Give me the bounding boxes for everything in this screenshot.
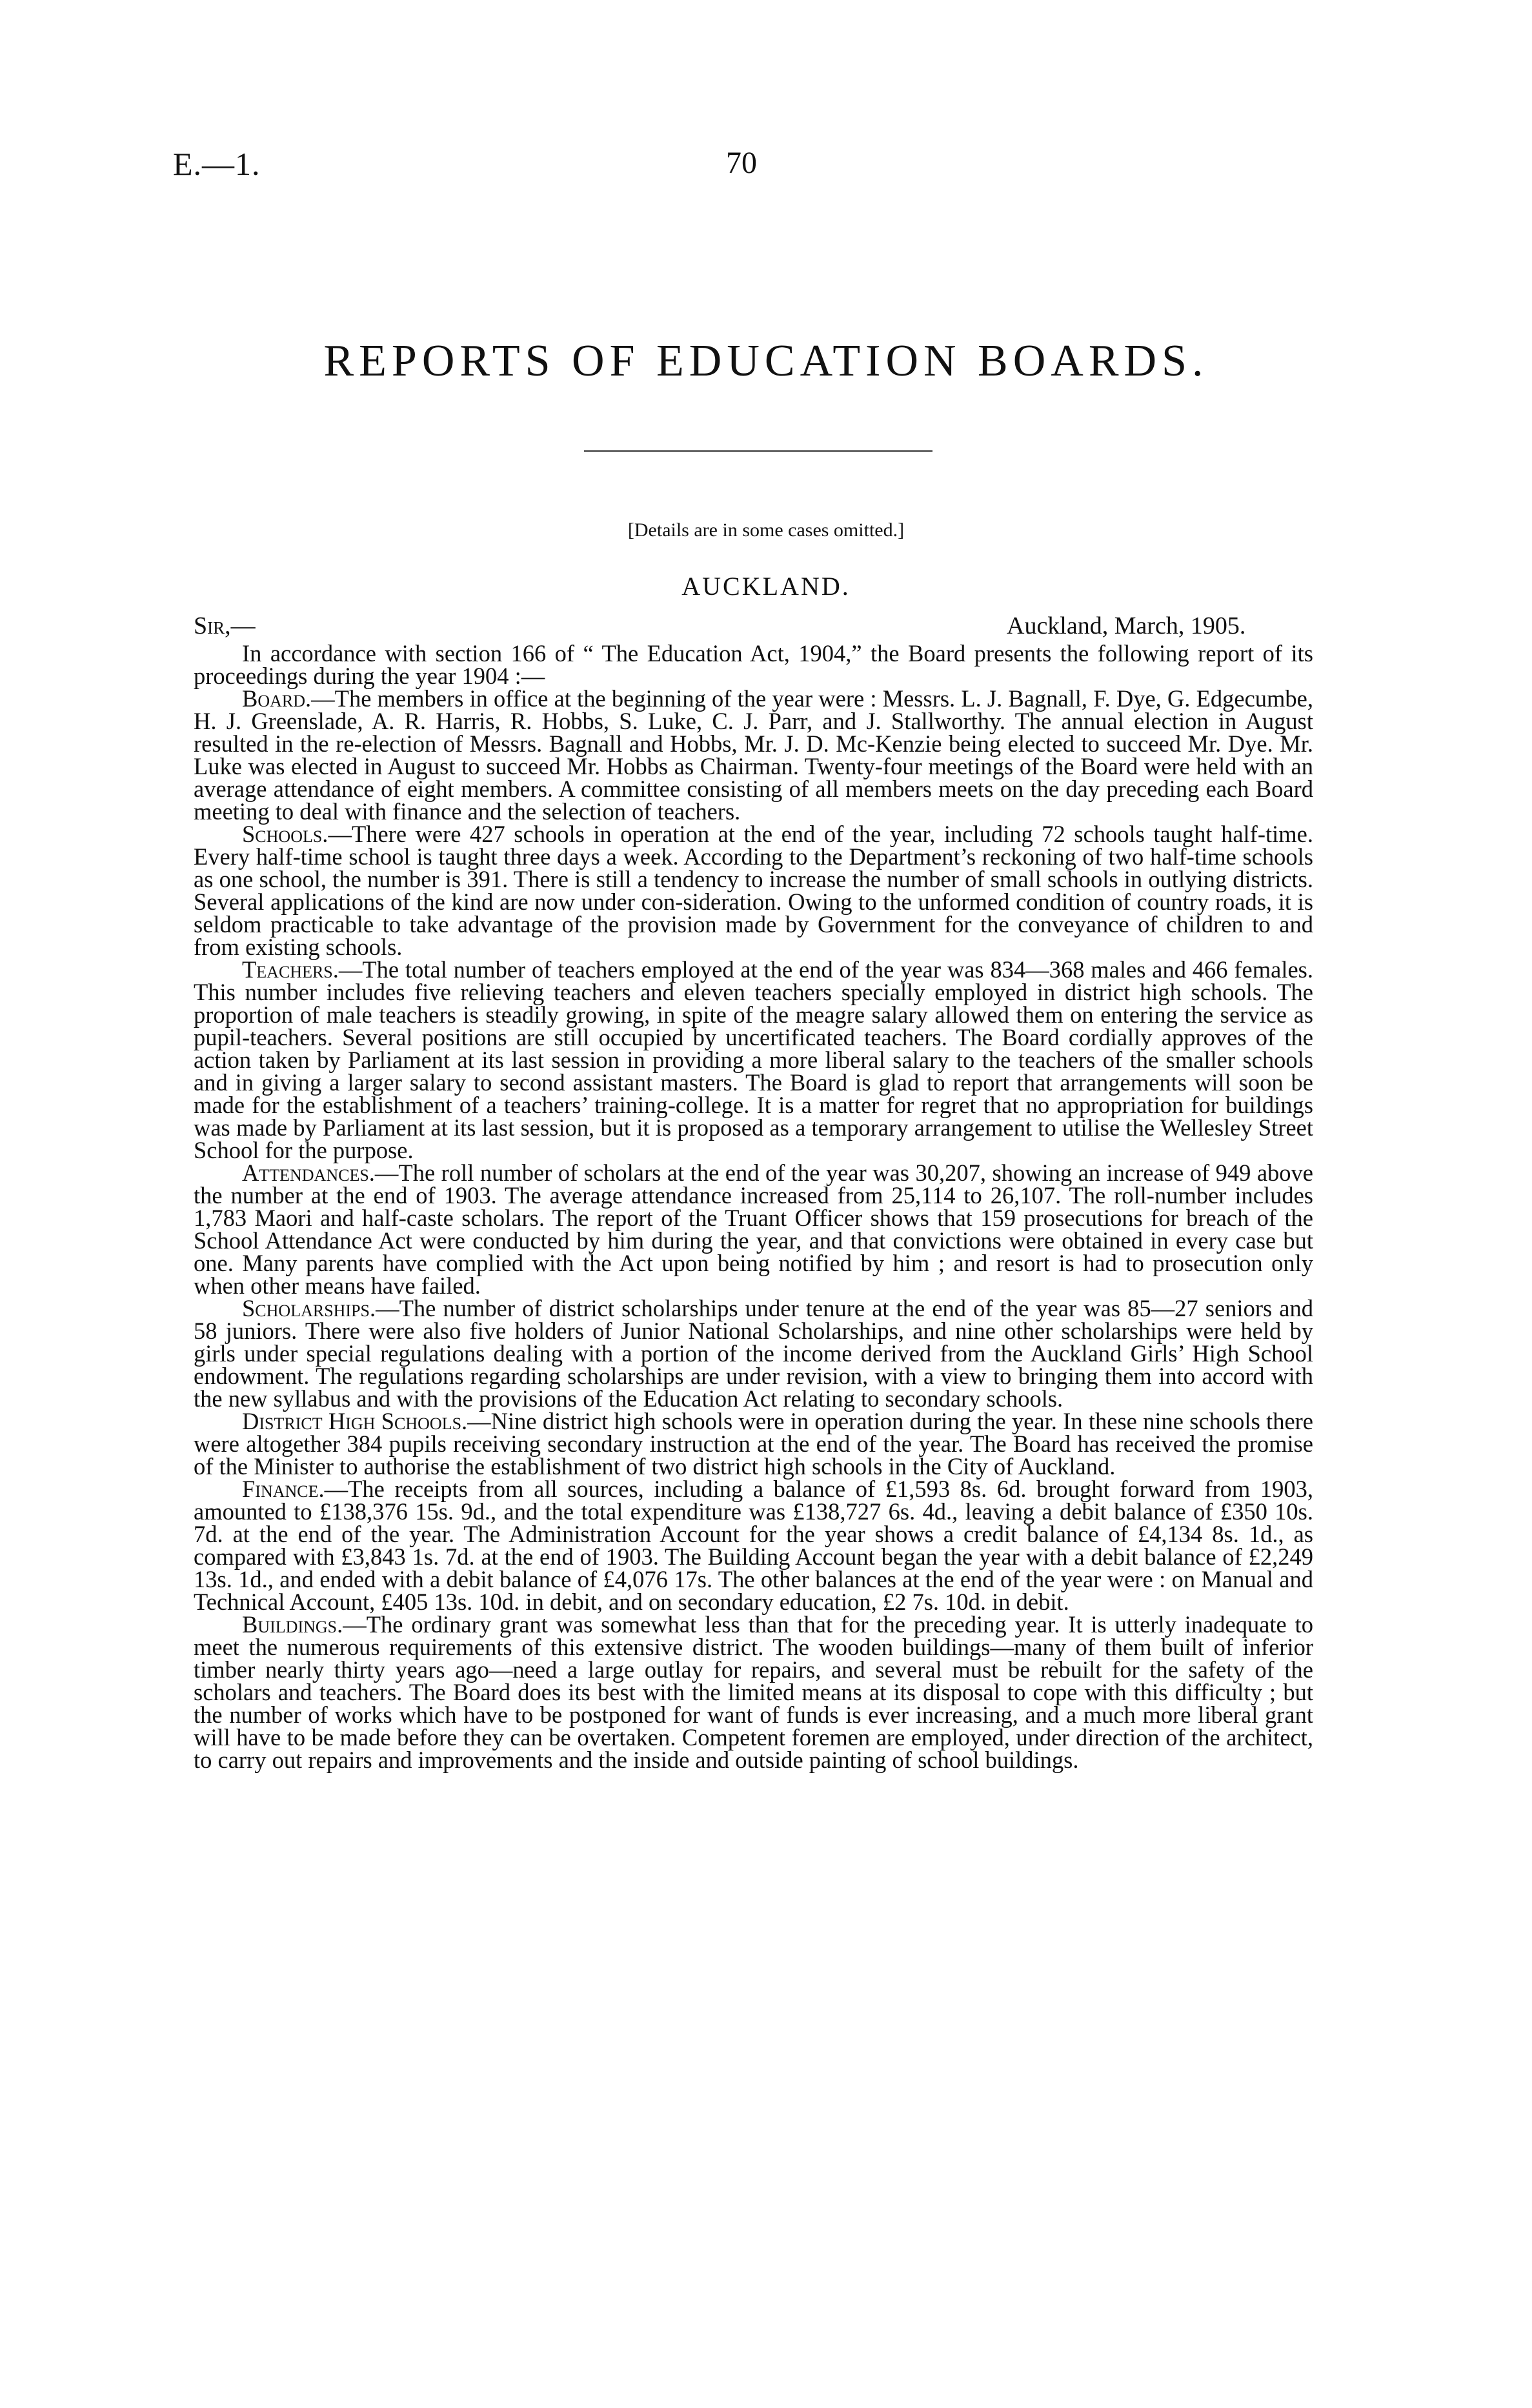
section-text: —The receipts from all sources, including a balance of £1,593 8s. 6d. brought forward from 1903, amounted to £138,376 15s. 9d., and the total expenditure was £138,727 6s. 4d., leaving a debit balance of £350 10s. 7d. at the end of the year. The Administration Account for the year shows a credit balance of £4,134 8s. 1d., as compared with £3,843 1s. 7d. at the end of 1903. The Building Account began the year with a debit balance of £2,249 13s. 1d., and ended with a debit balance of £4,076 17s. The other balances at the end of the year were : on Manual and Technical Account, £405 13s. 10d. in debit, and on secondary education, £2 7s. 10d. in debit. — [194, 1476, 1313, 1615]
section-heading: Attendances. — [242, 1159, 375, 1186]
section-scholarships — [194, 1297, 1313, 1410]
section-text: —Nine district high schools were in operation during the year. In these nine schools there were altogether 384 pupils receiving secondary instruction at the end of the year. The Board has received the promise of the Minister to authorise the establishment of two district high schools in the City of Auckland. — [194, 1408, 1314, 1480]
report-body — [194, 642, 1313, 1771]
section-heading: Teachers. — [242, 956, 339, 983]
section-text: —The number of district scholarships under tenure at the end of the year was 85—27 seniors and 58 juniors. There were also five holders of Junior National Scholarships, and nine other scholarships were held by girls under special regulations dealing with a portion of the income derived from the Auckland Girls’ High School endowment. The regulations regarding scholarships are under revision, with a view to bringing them into accord with the new syllabus and with the provisions of the Education Act relating to secondary schools. — [194, 1295, 1313, 1412]
section-heading: District High Schools. — [242, 1408, 468, 1434]
section-buildings — [194, 1613, 1313, 1771]
section-board — [194, 687, 1313, 823]
section-text: —There were 427 schools in operation at the end of the year, including 72 schools taught half-time. Every half-time school is taught three days a week. According to the Department’s reckoning of two half-time schools as one school, the number is 391. There is still a tendency to increase the number of small schools in outlying districts. Several applications of the kind are now under con-sideration. Owing to the unformed condition of country roads, it is seldom practicable to take advantage of the provision made by Government for the conveyance of children to and from existing schools. — [194, 821, 1313, 960]
section-finance — [194, 1478, 1313, 1613]
section-text: —The members in office at the beginning of the year were : Messrs. L. J. Bagnall, F. Dye, G. Edgecumbe, H. J. Greenslade, A. R. Harris, R. Hobbs, S. Luke, C. J. Parr, and J. Stallworthy. The annual election in August resulted in the re-election of Messrs. Bagnall and Hobbs, Mr. J. D. Mc-Kenzie being elected to succeed Mr. Dye. Mr. Luke was elected in August to succeed Mr. Hobbs as Chairman. Twenty-four meetings of the Board were held with an average attendance of eight members. A committee consisting of all members meets on the day preceding each Board meeting to deal with finance and the selection of teachers. — [194, 685, 1313, 825]
document-reference: E.—1. — [173, 146, 261, 182]
page-number: 70 — [726, 146, 757, 180]
page-title: REPORTS OF EDUCATION BOARDS. — [323, 336, 1209, 386]
place-date: Auckland, March, 1905. — [1007, 612, 1246, 639]
section-heading: Scholarships. — [242, 1295, 376, 1321]
section-schools — [194, 823, 1313, 958]
salutation: Sir,— — [194, 612, 256, 639]
title-rule — [584, 450, 932, 452]
section-text: —The total number of teachers employed at the end of the year was 834—368 males and 466 females. This number includes five relieving teachers and eleven teachers specially employed in district high schools. The proportion of male teachers is steadily growing, in spite of the meagre salary allowed them on entering the service as pupil-teachers. Several positions are still occupied by uncertificated teachers. The Board cordially approves of the action taken by Parliament at its last session in providing a more liberal salary to the teachers of the smaller schools and in giving a larger salary to second assistant masters. The Board is glad to report that arrangements will soon be made for the establishment of a teachers’ training-college. It is a matter for regret that no appropriation for buildings was made by Parliament at its last session, but it is proposed as a temporary arrangement to utilise the Wellesley Street School for the purpose. — [194, 956, 1313, 1163]
section-attendances — [194, 1161, 1313, 1297]
region-heading: AUCKLAND. — [681, 572, 851, 601]
section-district-high-schools — [194, 1410, 1313, 1478]
details-note: [Details are in some cases omitted.] — [627, 519, 905, 541]
section-heading: Board. — [242, 685, 312, 712]
intro-paragraph: In accordance with section 166 of “ The Education Act, 1904,” the Board presents the following report of its proceedings during the year 1904 :— — [194, 640, 1313, 689]
section-teachers — [194, 958, 1313, 1161]
section-heading: Buildings. — [242, 1611, 343, 1638]
section-text: —The ordinary grant was somewhat less than that for the preceding year. It is utterly inadequate to meet the numerous requirements of this extensive district. The wooden buildings—many of them built of inferior timber nearly thirty years ago—need a large outlay for repairs, and several must be rebuilt for the safety of the scholars and teachers. The Board does its best with the limited means at its disposal to cope with this difficulty ; but the number of works which have to be postponed for want of funds is ever increasing, and a much more liberal grant will have to be made before they can be overtaken. Competent foremen are employed, under direction of the architect, to carry out repairs and improvements and the inside and outside painting of school buildings. — [194, 1611, 1313, 1773]
section-text: —The roll number of scholars at the end of the year was 30,207, showing an increase of 949 above the number at the end of 1903. The average attendance increased from 25,114 to 26,107. The roll-number includes 1,783 Maori and half-caste scholars. The report of the Truant Officer shows that 159 prosecutions for breach of the School Attendance Act were conducted by him during the year, and that convictions were obtained in every case but one. Many parents have complied with the Act upon being notified by him ; and resort is had to prosecution only when other means have failed. — [194, 1159, 1313, 1299]
section-heading: Finance. — [242, 1476, 325, 1502]
section-heading: Schools. — [242, 821, 328, 847]
